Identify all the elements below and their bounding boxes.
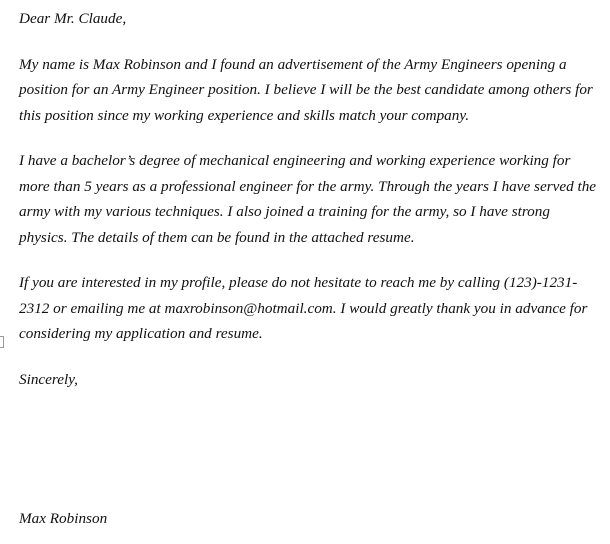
letter-paragraph-experience: I have a bachelor’s degree of mechanical engineering and working experience working for more than 5 years as a professional engineer for the army. Through the years I have served the army with my various techniques. I also joined a training for the army, so I have strong physics. The details of them can be found in the attached resume.	[19, 152, 597, 246]
letter-body	[19, 6, 599, 392]
letter-paragraph-contact: If you are interested in my profile, please do not hesitate to reach me by calling (123)-1231-2312 or emailing me at maxrobinson@hotmail.com. I would greatly thank you in advance for considering my application and resume.	[19, 274, 588, 342]
letter-paragraph-intro: My name is Max Robinson and I found an advertisement of the Army Engineers opening a position for an Army Engineer position. I believe I will be the best candidate among others for this position since my working experience and skills match your company.	[19, 55, 593, 124]
paragraph-margin-marker-icon	[0, 336, 4, 348]
letter-signature: Max Robinson	[19, 510, 108, 527]
letter-salutation: Dear Mr. Claude,	[19, 10, 127, 27]
letter-closing: Sincerely,	[19, 370, 78, 388]
